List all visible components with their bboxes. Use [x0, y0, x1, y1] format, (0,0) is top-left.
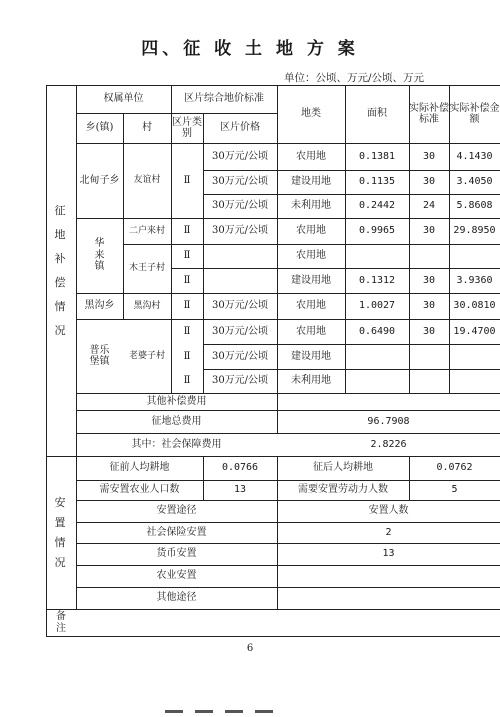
standard-value: 30 — [422, 150, 436, 162]
zone-price: 30万元/公顷 — [211, 176, 269, 188]
scan-artifact — [165, 698, 315, 704]
land-type: 农用地 — [296, 300, 326, 312]
standard-value: 30 — [422, 300, 436, 312]
township-beidianzi: 北甸子乡 — [79, 174, 120, 186]
land-type: 农用地 — [296, 250, 326, 262]
labor-count-value: 5 — [451, 484, 458, 496]
zone-cell: Ⅱ — [183, 225, 191, 237]
page-number: 6 — [246, 643, 254, 654]
count-other — [277, 587, 500, 609]
zone-price: 30万元/公顷 — [211, 225, 269, 237]
other-fee-label: 其他补偿费用 — [146, 395, 207, 407]
land-type: 建设用地 — [291, 350, 331, 362]
route-header: 安置途径 — [156, 505, 197, 517]
count-agricultural — [277, 565, 500, 587]
section-compensation-label: 征地补偿情况 — [54, 203, 66, 337]
social-fee-value: 2.8226 — [370, 438, 407, 450]
header-zone-price: 区片价格 — [220, 122, 260, 134]
amount-value: 3.4050 — [456, 176, 493, 188]
area-value: 0.6490 — [358, 325, 396, 337]
amount-value: 4.1430 — [456, 150, 493, 162]
unit-note: 单位：公顷、万元/公顷、万元 — [284, 72, 425, 84]
header-zone-type: 区片类别 — [172, 116, 202, 139]
before-per-capita-value: 0.0766 — [221, 462, 259, 474]
total-fee-label: 征地总费用 — [151, 415, 202, 427]
header-village: 村 — [142, 122, 152, 134]
page-title: 四、征 收 土 地 方 案 — [141, 39, 359, 59]
area-value — [345, 344, 409, 369]
standard-value — [409, 244, 449, 268]
zone-price: 30万元/公顷 — [211, 150, 269, 162]
land-type: 建设用地 — [291, 176, 331, 188]
area-value: 0.1381 — [358, 150, 396, 162]
land-type: 未利用地 — [291, 375, 331, 387]
route-agricultural: 农业安置 — [156, 570, 197, 582]
village-youyi: 友谊村 — [133, 175, 161, 186]
zone-price: 30万元/公顷 — [211, 375, 269, 387]
area-value: 0.9965 — [358, 225, 396, 237]
header-price-standard: 区片综合地价标准 — [184, 93, 264, 105]
social-fee-label: 其中：社会保障费用 — [131, 438, 222, 450]
labor-count-label: 需要安置劳动力人数 — [298, 484, 388, 496]
village-muwangzi: 木王子村 — [128, 263, 165, 274]
route-other: 其他途径 — [156, 592, 197, 604]
amount-value: 3.9360 — [456, 274, 493, 286]
header-area: 面积 — [367, 108, 387, 120]
area-value: 0.2442 — [358, 200, 396, 212]
standard-value: 30 — [422, 176, 436, 188]
zone-price: 30万元/公顷 — [211, 325, 269, 337]
after-per-capita-value: 0.0762 — [436, 462, 473, 474]
land-type: 未利用地 — [291, 200, 331, 212]
area-value: 0.1312 — [358, 274, 396, 286]
zone-cell: Ⅱ — [183, 300, 191, 312]
township-pulebao: 普乐堡镇 — [89, 344, 110, 367]
standard-value: 24 — [422, 200, 436, 212]
count-monetary: 13 — [382, 548, 395, 560]
route-social-insurance: 社会保险安置 — [146, 526, 207, 538]
section-resettlement-label: 安置情况 — [54, 495, 66, 569]
land-type: 农用地 — [296, 225, 326, 237]
amount-value: 19.4700 — [453, 325, 496, 337]
standard-value — [409, 344, 449, 369]
count-header: 安置人数 — [368, 505, 409, 517]
header-ownership: 权属单位 — [103, 93, 144, 105]
land-type: 农用地 — [296, 325, 326, 337]
before-per-capita-label: 征前人均耕地 — [109, 462, 170, 474]
zone-cell: Ⅱ — [183, 174, 191, 186]
zone-cell: Ⅱ — [183, 375, 191, 387]
remark-label: 备注 — [56, 611, 66, 634]
land-type: 农用地 — [296, 150, 326, 162]
village-laopozi: 老婆子村 — [128, 350, 165, 361]
area-value: 0.1135 — [358, 176, 396, 188]
amount-value: 5.8608 — [456, 200, 493, 212]
header-land-type: 地类 — [301, 108, 321, 120]
agri-population-label: 需安置农业人口数 — [99, 484, 180, 496]
amount-value — [449, 344, 500, 369]
route-monetary: 货币安置 — [156, 548, 197, 560]
amount-value — [449, 369, 500, 393]
amount-value: 29.8950 — [453, 225, 496, 237]
after-per-capita-label: 征后人均耕地 — [313, 462, 373, 474]
standard-value: 30 — [422, 225, 436, 237]
zone-price — [203, 268, 277, 293]
standard-value — [409, 369, 449, 393]
zone-cell: Ⅱ — [183, 325, 191, 337]
header-township: 乡(镇) — [85, 122, 114, 134]
township-hualai: 华来镇 — [94, 238, 105, 273]
zone-price: 30万元/公顷 — [211, 350, 269, 362]
area-value — [345, 369, 409, 393]
zone-price: 30万元/公顷 — [211, 300, 269, 312]
standard-value: 30 — [422, 274, 436, 286]
total-fee-value: 96.7908 — [367, 415, 410, 427]
zone-price — [203, 244, 277, 268]
header-actual-standard: 实际补偿标准 — [409, 102, 449, 125]
header-actual-amount: 实际补偿金额 — [449, 102, 500, 125]
area-value — [345, 244, 409, 268]
agri-population-value: 13 — [233, 484, 247, 496]
area-value: 1.0027 — [358, 300, 396, 312]
land-type: 建设用地 — [291, 274, 331, 286]
amount-value — [449, 244, 500, 268]
zone-cell: Ⅱ — [183, 350, 191, 362]
zone-cell: Ⅱ — [183, 250, 191, 262]
village-erhulai: 二户来村 — [128, 225, 165, 236]
zone-cell: Ⅱ — [183, 274, 191, 286]
village-heigou: 黑沟村 — [133, 300, 161, 311]
township-heigou: 黑沟乡 — [84, 300, 115, 312]
zone-price: 30万元/公顷 — [211, 200, 269, 212]
standard-value: 30 — [422, 325, 436, 337]
amount-value: 30.0810 — [453, 300, 496, 312]
count-social-insurance: 2 — [385, 526, 392, 538]
